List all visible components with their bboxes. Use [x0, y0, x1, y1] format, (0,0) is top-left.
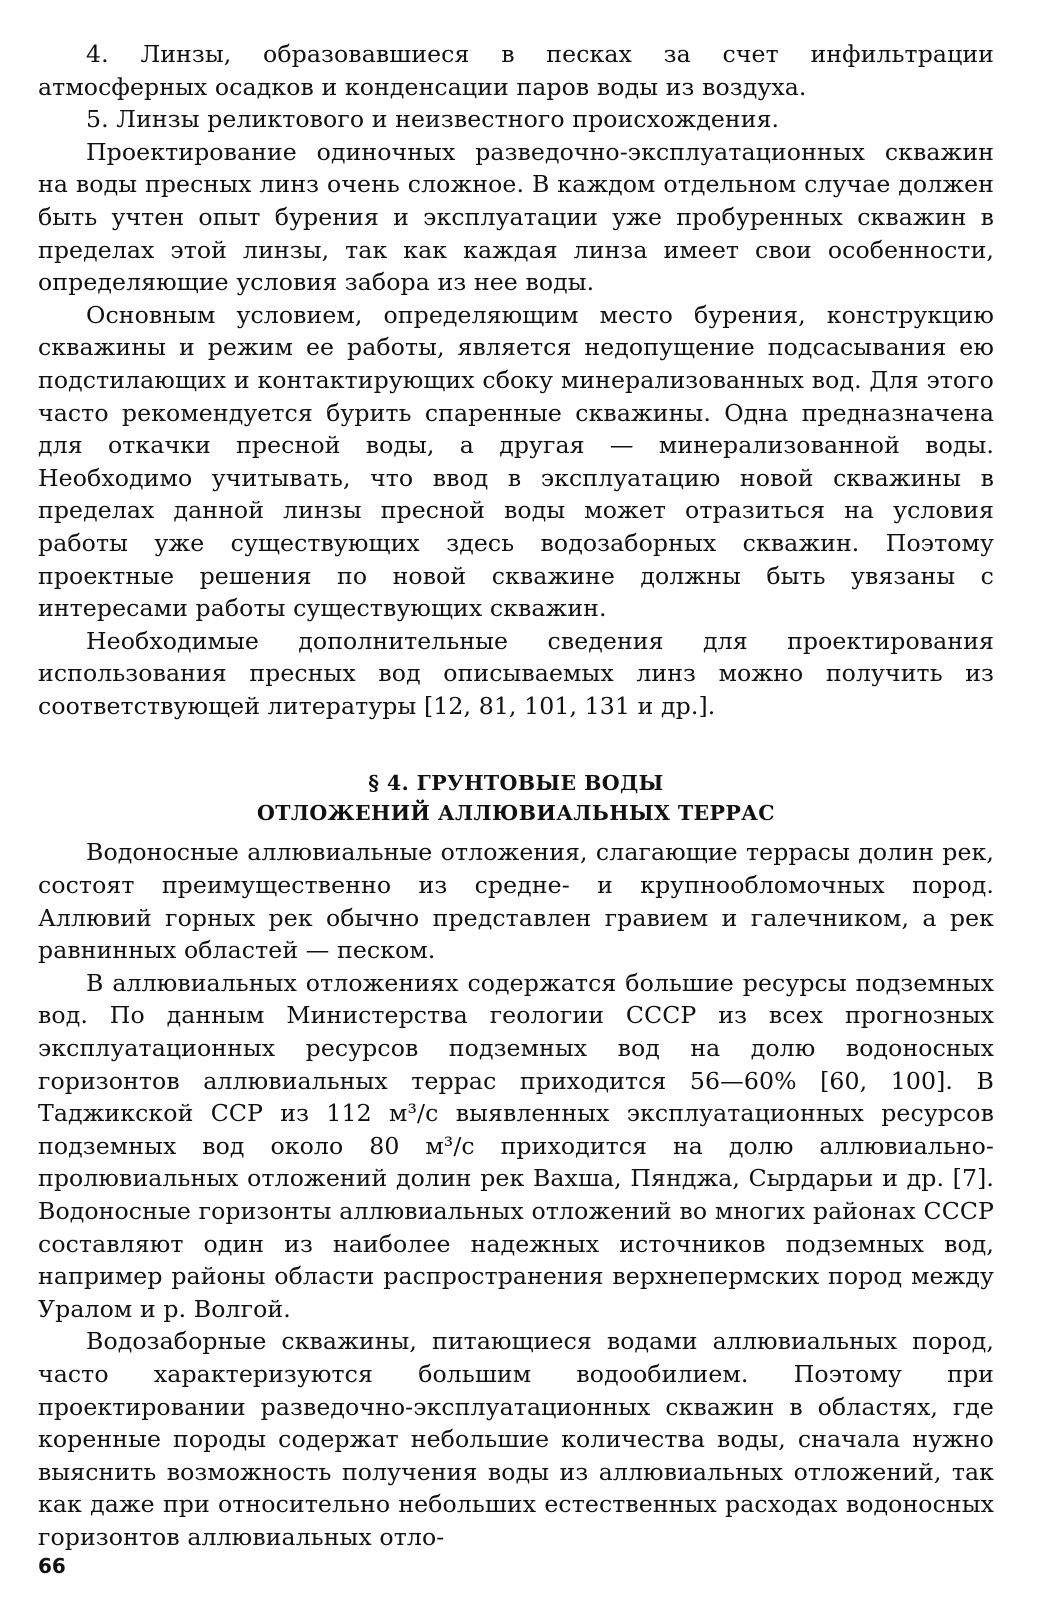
paragraph-list-item-4: 4. Линзы, образовавшиеся в песках за счет инфильтрации атмосферных осадков и конденсации паров воды из воздуха. — [38, 40, 994, 101]
document-page — [38, 38, 994, 1554]
paragraph-literature-references: Необходимые дополнительные сведения для проектирования использования пресных вод описываемых линз можно получить из соответствующей литературы [12, 81, 101, 131 и др.]. — [38, 626, 994, 720]
paragraph-list-item-5: 5. Линзы реликтового и неизвестного происхождения. — [86, 105, 780, 134]
section-heading — [38, 768, 994, 828]
paragraph-drilling-conditions: Основным условием, определяющим место бурения, конструкцию скважины и режим ее работы, является недопущение подсасывания ею подстилающих и контактирующих сбоку минерализованных вод. Для этого часто рекомендуется бурить спаренные скважины. Одна предназначена для откачки пресной воды, а другая — минерализованной воды. Необходимо учитывать, что ввод в эксплуатацию новой скважины в пределах данной линзы пресной воды может отразиться на условия работы уже существующих здесь водозаборных скважин. Поэтому проектные решения по новой скважине должны быть увязаны с интересами работы существующих скважин. — [38, 300, 994, 623]
paragraph-alluvial-deposits: Водоносные аллювиальные отложения, слагающие террасы долин рек, состоят преимущественно из средне- и крупнообломочных пород. Аллювий горных рек обычно представлен гравием и галечником, а рек равнинных областей — песком. — [38, 838, 994, 965]
page-number: 66 — [38, 1554, 66, 1578]
section-heading-line-2: ОТЛОЖЕНИЙ АЛЛЮВИАЛЬНЫХ ТЕРРАС — [256, 801, 775, 826]
section-heading-line-1: § 4. ГРУНТОВЫЕ ВОДЫ — [368, 771, 664, 796]
paragraph-design-wells: Проектирование одиночных разведочно-эксплуатационных скважин на воды пресных линз очень сложное. В каждом отдельном случае должен быть учтен опыт бурения и эксплуатации уже пробуренных скважин в пределах этой линзы, так как каждая линза имеет свои особенности, определяющие условия забора из нее воды. — [38, 137, 994, 297]
paragraph-groundwater-resources: В аллювиальных отложениях содержатся большие ресурсы подземных вод. По данным Министерства геологии СССР из всех прогнозных эксплуатационных ресурсов подземных вод на долю водоносных горизонтов аллювиальных террас приходится 56—60% [60, 100]. В Таджикской ССР из 112 м³/с выявленных эксплуатационных ресурсов подземных вод около 80 м³/с приходится на долю аллювиально-пролювиальных отложений долин рек Вахша, Пянджа, Сырдарьи и др. [7]. Водоносные горизонты аллювиальных отложений во многих районах СССР составляют один из наиболее надежных источников подземных вод, например районы области распространения верхнепермских пород между Уралом и р. Волгой. — [38, 968, 994, 1323]
paragraph-water-wells: Водозаборные скважины, питающиеся водами аллювиальных пород, часто характеризуются большим водообилием. Поэтому при проектировании разведочно-эксплуатационных скважин в областях, где коренные породы содержат небольшие количества воды, сначала нужно выяснить возможность получения воды из аллювиальных отложений, так как даже при относительно небольших естественных расходах водоносных горизонтов аллювиальных отло- — [38, 1327, 994, 1551]
